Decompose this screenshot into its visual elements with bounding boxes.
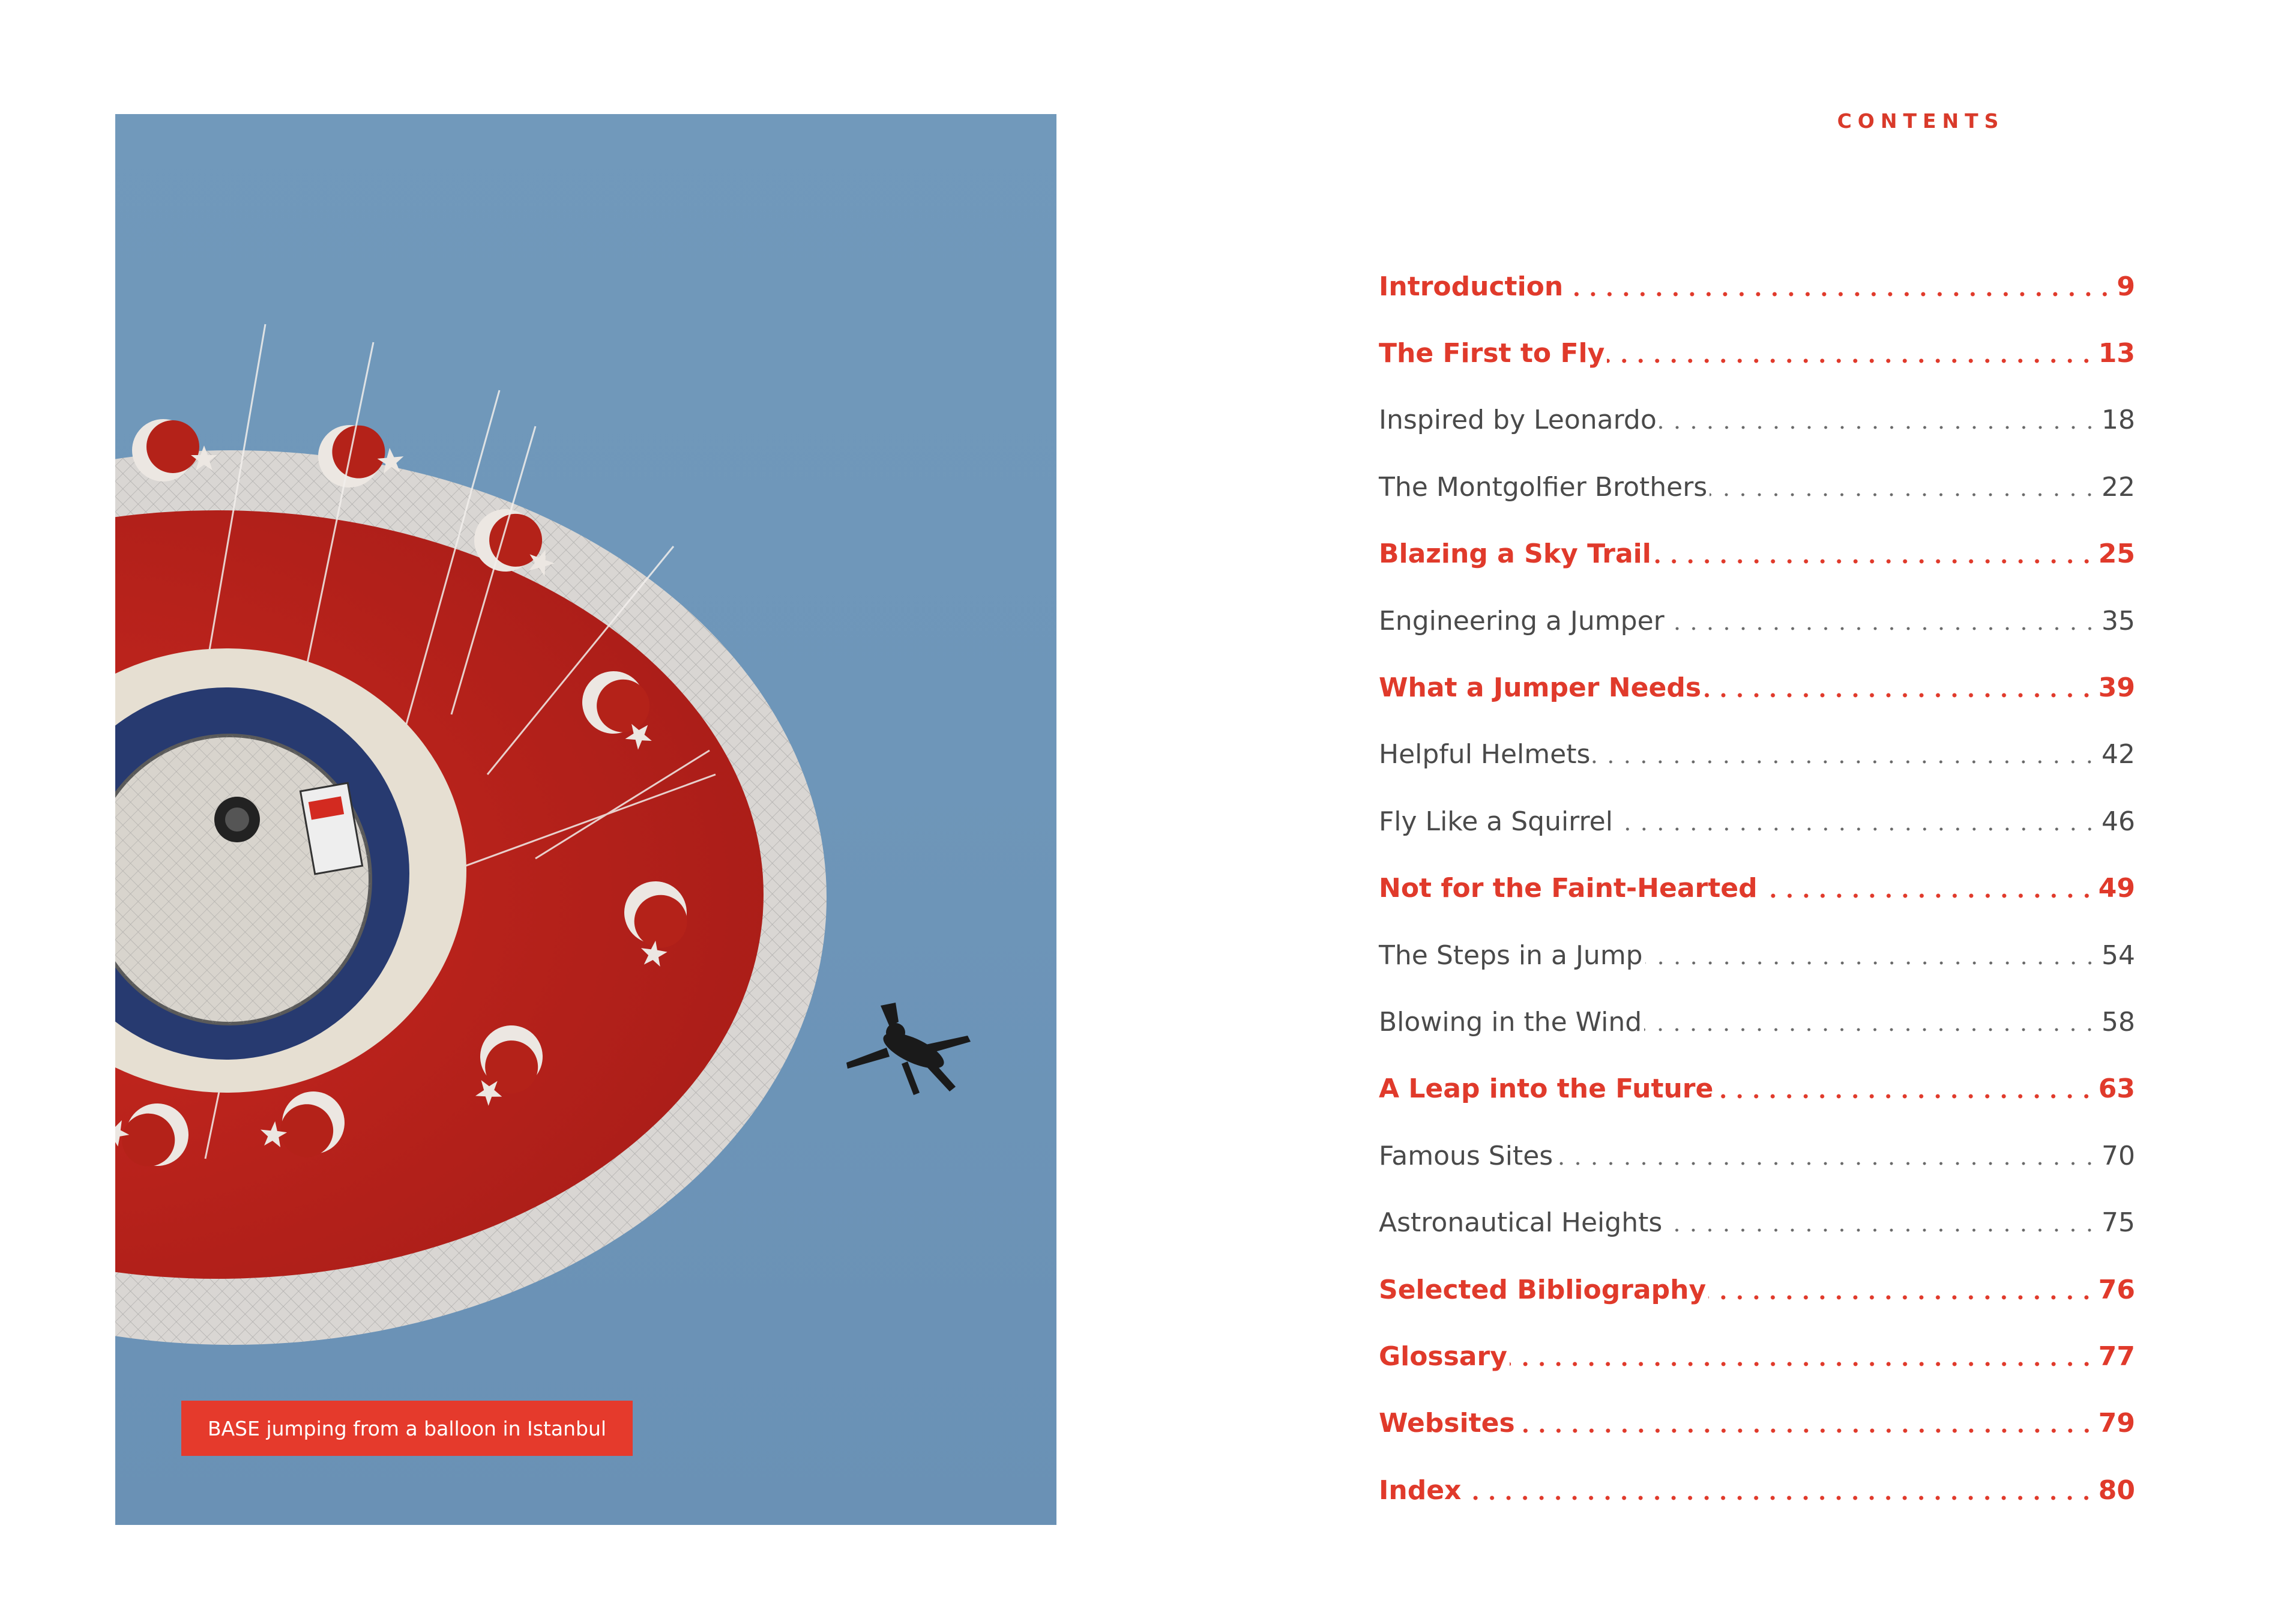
toc-entry-page-number: 35 <box>2102 605 2135 636</box>
dot-leader <box>1710 492 2098 498</box>
toc-entry-title: The Montgolfier Brothers <box>1379 471 1708 503</box>
toc-entry-title: Astronautical Heights <box>1379 1207 1663 1239</box>
dot-leader <box>1760 893 2095 899</box>
toc-entry[interactable] <box>1379 922 2135 989</box>
dot-leader <box>1708 1294 2095 1300</box>
balloon-illustration <box>115 114 1056 1525</box>
dot-leader <box>1644 1027 2098 1033</box>
toc-entry-page-number: 18 <box>2102 405 2135 436</box>
toc-entry-page-number: 75 <box>2102 1207 2135 1239</box>
dot-leader <box>1592 759 2098 765</box>
dot-leader <box>1510 1361 2095 1367</box>
toc-entry-page-number: 76 <box>2098 1274 2135 1305</box>
toc-entry-page-number: 25 <box>2098 539 2135 570</box>
toc-entry-page-number: 42 <box>2102 739 2135 770</box>
toc-entry[interactable] <box>1379 1056 2135 1123</box>
toc-entry[interactable] <box>1379 454 2135 521</box>
toc-entry-page-number: 54 <box>2102 940 2135 971</box>
toc-entry-title: Famous Sites <box>1379 1140 1553 1171</box>
toc-entry[interactable] <box>1379 989 2135 1055</box>
toc-entry-page-number: 46 <box>2102 806 2135 837</box>
toc-entry-title: A Leap into the Future <box>1379 1073 1714 1105</box>
toc-entry[interactable] <box>1379 788 2135 855</box>
dot-leader <box>1659 424 2098 430</box>
dot-leader <box>1716 1093 2094 1099</box>
toc-entry-title: Inspired by Leonardo <box>1379 405 1657 436</box>
toc-entry-title: Blazing a Sky Trail <box>1379 539 1651 570</box>
toc-entry[interactable] <box>1379 387 2135 454</box>
toc-entry-page-number: 80 <box>2098 1475 2135 1506</box>
toc-entry-title: Blowing in the Wind <box>1379 1006 1642 1037</box>
balloon-photo <box>115 114 1056 1525</box>
photo-caption: BASE jumping from a balloon in Istanbul <box>181 1401 633 1456</box>
toc-entry[interactable] <box>1379 1390 2135 1457</box>
dot-leader <box>1463 1495 2094 1501</box>
contents-heading: CONTENTS <box>1837 109 2005 133</box>
toc-entry-page-number: 22 <box>2102 471 2135 503</box>
toc-entry-title: Helpful Helmets <box>1379 739 1591 770</box>
dot-leader <box>1645 960 2098 966</box>
dot-leader <box>1615 826 2098 832</box>
toc-entry-title: What a Jumper Needs <box>1379 672 1702 704</box>
dot-leader <box>1517 1428 2095 1434</box>
toc-entry-page-number: 13 <box>2098 338 2135 369</box>
toc-entry-page-number: 70 <box>2102 1140 2135 1171</box>
toc-entry[interactable] <box>1379 521 2135 588</box>
toc-entry[interactable] <box>1379 722 2135 788</box>
toc-entry[interactable] <box>1379 1257 2135 1323</box>
toc-entry-title: Glossary <box>1379 1341 1507 1372</box>
toc-entry-page-number: 49 <box>2098 873 2135 904</box>
toc-entry-page-number: 9 <box>2117 271 2135 302</box>
toc-entry-page-number: 63 <box>2098 1073 2135 1105</box>
toc-entry[interactable] <box>1379 1189 2135 1256</box>
toc-entry-title: Selected Bibliography <box>1379 1274 1707 1305</box>
toc-entry-page-number: 77 <box>2098 1341 2135 1372</box>
dot-leader <box>1654 558 2095 564</box>
table-of-contents <box>1379 253 2135 1524</box>
toc-entry-title: Engineering a Jumper <box>1379 605 1665 636</box>
toc-entry-title: Introduction <box>1379 271 1564 302</box>
dot-leader <box>1607 358 2094 364</box>
toc-entry[interactable] <box>1379 856 2135 922</box>
dot-leader <box>1565 291 2113 297</box>
toc-entry[interactable] <box>1379 654 2135 721</box>
toc-entry-title: Not for the Faint-Hearted <box>1379 873 1758 904</box>
dot-leader <box>1667 626 2098 632</box>
toc-entry-title: Index <box>1379 1475 1462 1506</box>
toc-entry[interactable] <box>1379 1457 2135 1524</box>
toc-entry-title: Fly Like a Squirrel <box>1379 806 1613 837</box>
toc-entry-title: Websites <box>1379 1408 1515 1439</box>
toc-entry-title: The Steps in a Jump <box>1379 940 1643 971</box>
dot-leader <box>1704 692 2095 698</box>
dot-leader <box>1665 1227 2098 1233</box>
toc-entry[interactable] <box>1379 320 2135 387</box>
toc-entry[interactable] <box>1379 1323 2135 1390</box>
toc-entry-page-number: 39 <box>2098 672 2135 704</box>
toc-entry[interactable] <box>1379 253 2135 320</box>
dot-leader <box>1555 1161 2098 1167</box>
toc-entry[interactable] <box>1379 1123 2135 1189</box>
toc-entry-title: The First to Fly <box>1379 338 1605 369</box>
toc-entry-page-number: 58 <box>2102 1006 2135 1037</box>
toc-entry[interactable] <box>1379 588 2135 654</box>
toc-entry-page-number: 79 <box>2098 1408 2135 1439</box>
jumper-silhouette <box>846 1003 971 1095</box>
